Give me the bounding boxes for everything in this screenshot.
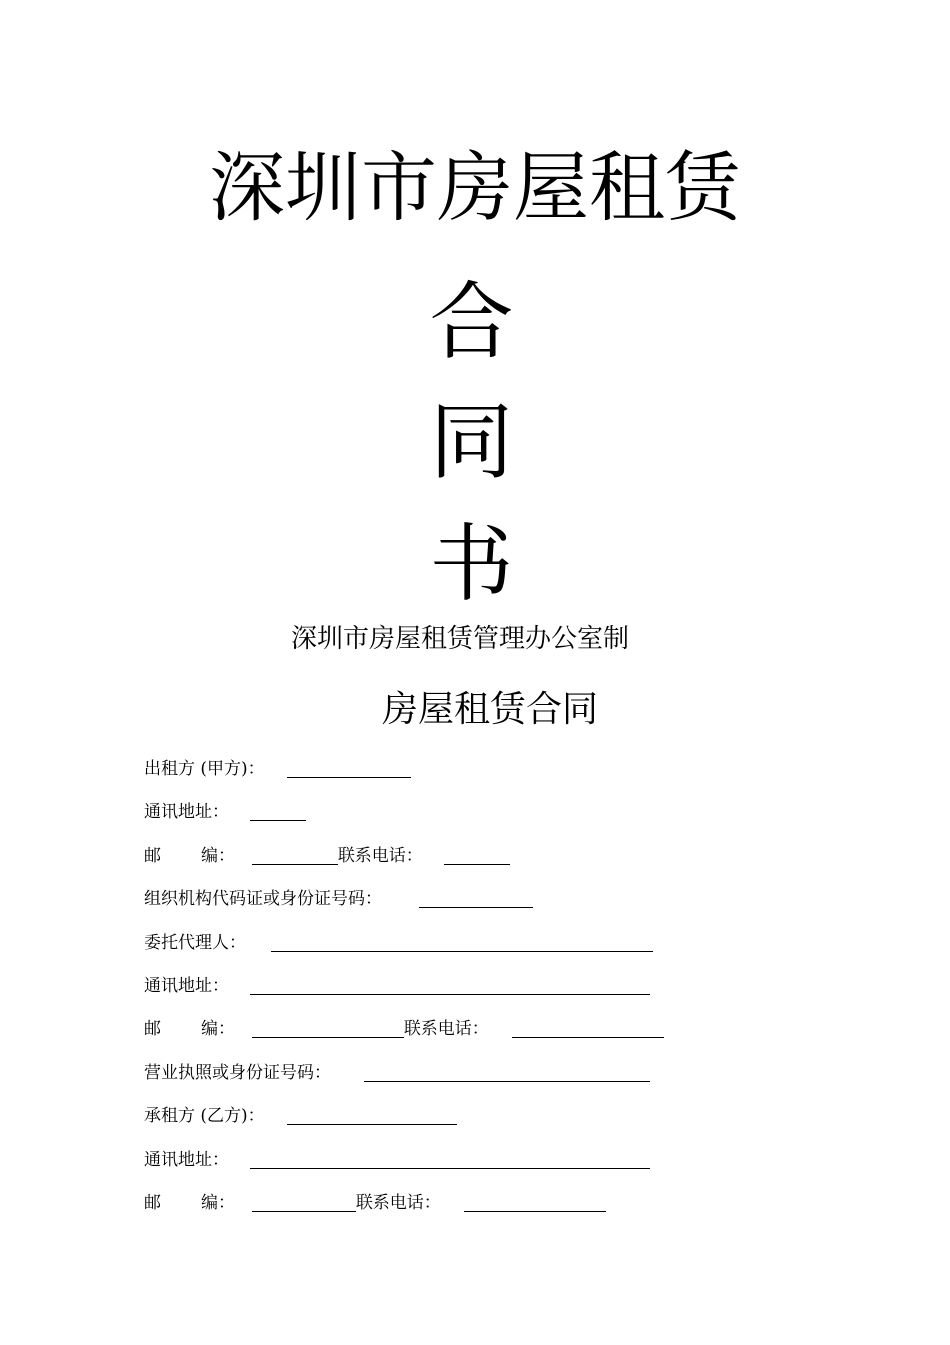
phone-label: 联系电话： <box>337 845 423 866</box>
lessor-label: 出租方 (甲方)： <box>144 759 265 779</box>
lessor-blank[interactable] <box>287 757 411 778</box>
lessee-postcode-row <box>144 1191 664 1234</box>
cover-char-shu: 书 <box>429 515 514 613</box>
party-info-form <box>144 757 664 1234</box>
org-id-label: 组织机构代码证或身份证号码： <box>144 889 382 910</box>
postcode-label-suffix: 编： <box>201 1019 235 1040</box>
org-id-row <box>144 887 664 930</box>
lessor-address-blank[interactable] <box>250 800 306 821</box>
agent-address-blank[interactable] <box>250 974 650 995</box>
phone-label: 联系电话： <box>355 1192 441 1213</box>
address-label: 通讯地址： <box>144 802 229 823</box>
org-id-blank[interactable] <box>419 887 533 908</box>
postcode-label-char: 邮 <box>144 845 161 866</box>
license-id-row <box>144 1061 664 1104</box>
agent-label: 委托代理人： <box>144 932 246 953</box>
lessee-postcode-blank[interactable] <box>252 1191 356 1212</box>
cover-title: 深圳市房屋租赁 <box>209 143 741 232</box>
postcode-label-char: 邮 <box>144 1192 161 1213</box>
lessee-label: 承租方 (乙方)： <box>144 1106 265 1127</box>
lessee-phone-blank[interactable] <box>464 1191 606 1212</box>
agent-blank[interactable] <box>271 931 653 952</box>
cover-char-tong: 同 <box>429 393 514 491</box>
license-id-blank[interactable] <box>364 1061 650 1082</box>
lessor-address-row <box>144 800 664 843</box>
lessor-row <box>144 757 664 800</box>
license-id-label: 营业执照或身份证号码： <box>144 1062 331 1083</box>
contract-title: 房屋租赁合同 <box>381 689 598 730</box>
postcode-label-suffix: 编： <box>201 845 235 866</box>
agent-row <box>144 931 664 974</box>
address-label: 通讯地址： <box>144 1149 229 1170</box>
agent-postcode-row <box>144 1017 664 1060</box>
lessor-postcode-row <box>144 844 664 887</box>
agent-postcode-blank[interactable] <box>252 1017 404 1038</box>
lessor-phone-blank[interactable] <box>444 844 510 865</box>
lessee-row <box>144 1104 664 1147</box>
phone-label: 联系电话： <box>403 1019 489 1040</box>
lessee-address-row <box>144 1148 664 1191</box>
issuer-line: 深圳市房屋租赁管理办公室制 <box>290 624 629 654</box>
address-label: 通讯地址： <box>144 975 229 996</box>
postcode-label-suffix: 编： <box>201 1192 235 1213</box>
lessee-blank[interactable] <box>287 1104 457 1125</box>
lessee-address-blank[interactable] <box>250 1148 650 1169</box>
agent-address-row <box>144 974 664 1017</box>
lessor-postcode-blank[interactable] <box>252 844 338 865</box>
cover-char-he: 合 <box>429 273 514 371</box>
postcode-label-char: 邮 <box>144 1019 161 1040</box>
agent-phone-blank[interactable] <box>512 1017 664 1038</box>
